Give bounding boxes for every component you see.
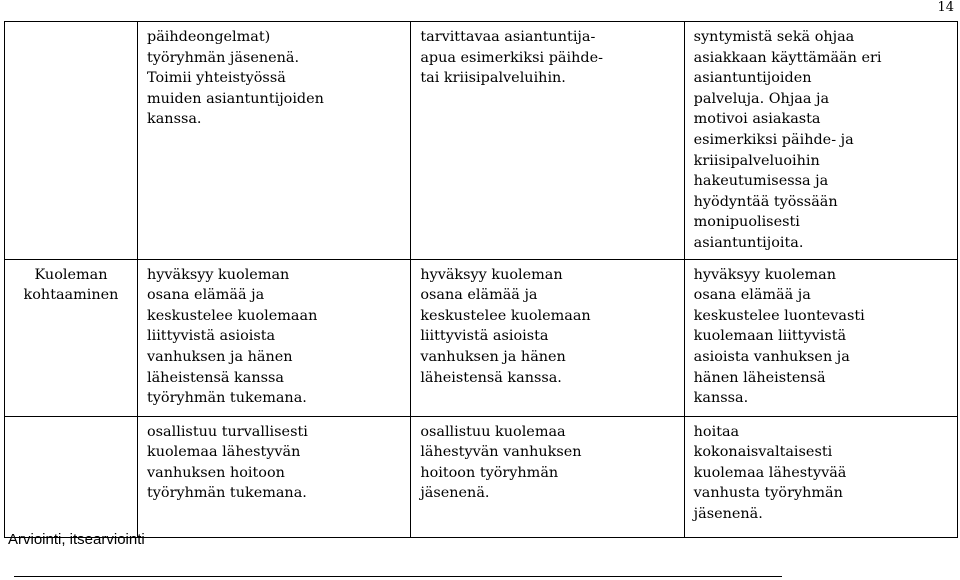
text-line: motivoi asiakasta (693, 111, 821, 128)
text-line: apua esimerkiksi päihde- (420, 49, 603, 66)
criteria-cell-level-3 (684, 22, 957, 260)
text-line: kanssa. (693, 390, 749, 407)
table-row (5, 259, 958, 416)
table-row (5, 416, 958, 537)
text-line: lähestyvän vanhuksen (420, 444, 582, 461)
text-line: vanhuksen ja hänen (147, 348, 293, 365)
text-line: hoitoon työryhmän (420, 464, 559, 481)
text-line: syntymistä sekä ohjaa (693, 29, 855, 45)
criteria-cell-level-2 (411, 22, 684, 260)
text-line: osana elämää ja (147, 287, 265, 304)
row-label-cell (5, 22, 138, 260)
text-line: hyödyntää työssään (693, 193, 838, 210)
text-line: kuolemaa lähestyvää (693, 464, 847, 481)
text-line: osana elämää ja (420, 287, 538, 304)
text-line: läheistensä kanssa (147, 369, 284, 386)
text-line: kuolemaa lähestyvän (147, 444, 301, 461)
text-line: esimerkiksi päihde- ja (693, 131, 854, 148)
text-line: keskustelee kuolemaan (147, 307, 318, 324)
text-line: vanhusta työryhmän (693, 485, 843, 502)
text-line: keskustelee luontevasti (693, 307, 865, 324)
text-line: asiantuntijoita. (693, 234, 804, 251)
text-line: tarvittavaa asiantuntija- (420, 29, 596, 45)
text-line: asioista vanhuksen ja (693, 348, 850, 365)
criteria-cell-level-2 (411, 259, 684, 416)
criteria-cell-level-1 (138, 416, 411, 537)
text-line: jäsenenä. (693, 505, 763, 522)
text-line: hyväksyy kuoleman (147, 266, 290, 283)
text-line: palveluja. Ohjaa ja (693, 90, 830, 107)
text-line: monipuolisesti (693, 214, 800, 231)
text-line: hakeutumisessa ja (693, 173, 829, 190)
text-line: päihdeongelmat) (147, 29, 271, 45)
text-line: työryhmän tukemana. (147, 390, 307, 407)
section-heading: Arviointi, itsearviointi (8, 531, 145, 548)
text-line: jäsenenä. (420, 485, 490, 502)
text-line: hoitaa (693, 423, 740, 440)
text-line: hänen läheistensä (693, 369, 826, 386)
row-label-line: kohtaaminen (23, 287, 119, 304)
text-line: asiantuntijoiden (693, 70, 812, 87)
criteria-cell-level-1 (138, 259, 411, 416)
text-line: työryhmän tukemana. (147, 485, 307, 502)
row-label-cell (5, 416, 138, 537)
assessment-criteria-table (4, 21, 958, 538)
text-line: osallistuu kuolemaa (420, 423, 566, 440)
text-line: osallistuu turvallisesti (147, 423, 308, 440)
text-line: keskustelee kuolemaan (420, 307, 591, 324)
text-line: hyväksyy kuoleman (693, 266, 836, 283)
text-line: läheistensä kanssa. (420, 369, 562, 386)
criteria-cell-level-1 (138, 22, 411, 260)
text-line: vanhuksen ja hänen (420, 348, 566, 365)
text-line: kriisipalveluoihin (693, 152, 820, 169)
row-label-line: Kuoleman (34, 266, 108, 283)
criteria-cell-level-2 (411, 416, 684, 537)
table-row (5, 22, 958, 260)
criteria-cell-level-3 (684, 259, 957, 416)
row-label-cell (5, 259, 138, 416)
text-line: kanssa. (147, 111, 202, 128)
criteria-cell-level-3 (684, 416, 957, 537)
text-line: vanhuksen hoitoon (147, 464, 285, 481)
text-line: liittyvistä asioista (420, 328, 549, 345)
text-line: tai kriisipalveluihin. (420, 70, 566, 87)
text-line: asiakkaan käyttämään eri (693, 49, 882, 66)
text-line: hyväksyy kuoleman (420, 266, 563, 283)
text-line: muiden asiantuntijoiden (147, 90, 324, 107)
text-line: työryhmän jäsenenä. (147, 49, 300, 66)
text-line: liittyvistä asioista (147, 328, 276, 345)
text-line: kokonaisvaltaisesti (693, 444, 833, 461)
text-line: osana elämää ja (693, 287, 811, 304)
text-line: kuolemaan liittyvistä (693, 328, 847, 345)
page-number: 14 (937, 0, 954, 15)
footer-rule (14, 576, 782, 577)
text-line: Toimii yhteistyössä (147, 70, 286, 87)
